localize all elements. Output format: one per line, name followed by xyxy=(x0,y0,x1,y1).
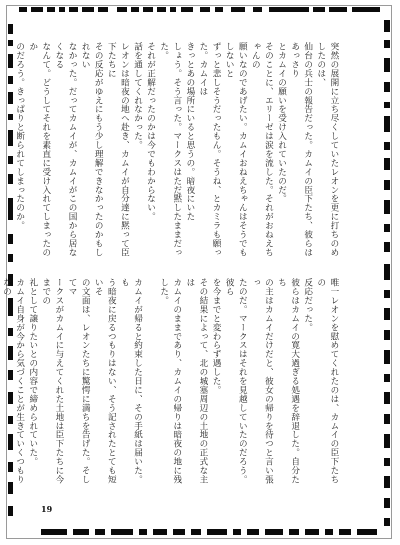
paragraph: 唯一レオンを慰めてくれたのは、カムイの臣下たちの 反応だった。 彼らはカムイの寛大過ぎる処遇を辞退した。自分たち の主はカムイだけだと、彼女の帰りを待つと言い張っ たのだ。マークスはそれを見越していたのだろう。彼ら を今までと変わらず遇した。 その結果によって、北の城塞周辺の土地の正式な主は カムイのままであり、カムイの帰りは暗夜の地に残した。 xyxy=(158,278,339,484)
paragraph: 突然の展開に立ち尽くしていたレオンを更に打ちのめしたのは、 仙台の兵士の報告だった。カムイの臣下たち、彼らはあっさり とカムイの願いを受け入れていたのだ。 そのことに、エリーゼは涙を流した。それがおねえちゃんの 願いなのであげたい。カムイおねえちゃんはそうでもしないと ずっと悲しそうだったもん。そうね、とカミラも願った。カムイは きっとあの場所にいると思うの。暗夜にいた しょう。そう言った。マークスはただ黙したままだった。 それが正解だったのかは今でもわからない。 話を通してくれなかった。 レオンは暗夜の地へ赴き、カムイが自分達に黙って臣下たちに その反応がゆえにもう少し理解できなかったのかもしれない なかった。だってカムイが、カムイがこの国から居なくなる なんて。どうしてそれを素直に受け入れてしまったのか のだろう。きっぱりと断られてしまったのか。 xyxy=(14,42,339,257)
top-bleed-marks xyxy=(7,6,393,13)
right-bleed-marks xyxy=(383,6,391,540)
page-number: 19 xyxy=(41,504,53,514)
text-block-lower xyxy=(1,278,353,490)
bottom-bleed-marks xyxy=(7,528,393,536)
text-block-upper xyxy=(14,42,353,264)
book-page xyxy=(1,5,392,539)
paragraph: カムイが帰ると約束した日に、その手紙は届いた。も う暗夜に戻るつもりはない、そう記されたとても短いそ の文面は、レオンたちに驚愕に満ちを告げた。そしてマ ークスがカムイに与えてくれた土地は臣下たちに今までの 礼として譲りたいとの内容で締められていた。 カムイ自身が今から気づくことが生きていくつもりなの xyxy=(1,278,143,484)
